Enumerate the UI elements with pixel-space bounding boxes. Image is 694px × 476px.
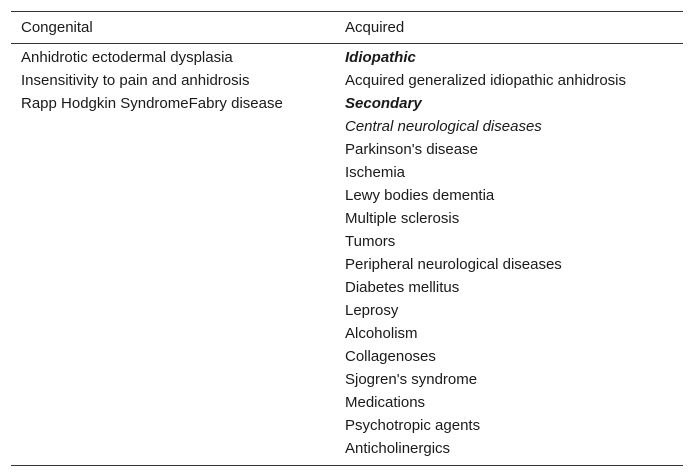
acquired-item: Medications bbox=[345, 394, 426, 411]
table-header bbox=[11, 12, 683, 44]
acquired-item: Psychotropic agents bbox=[345, 417, 481, 434]
acquired-subcategory-heading: Central neurological diseases bbox=[345, 118, 542, 135]
acquired-item: Diabetes mellitus bbox=[345, 279, 460, 296]
congenital-item: Anhidrotic ectodermal dysplasia bbox=[21, 49, 233, 66]
acquired-item: Anticholinergics bbox=[345, 440, 451, 457]
table-row bbox=[11, 44, 683, 466]
congenital-cell bbox=[11, 44, 335, 466]
anhidrosis-classification-table bbox=[11, 11, 683, 466]
acquired-category-heading: Secondary bbox=[345, 95, 422, 112]
header-congenital: Congenital bbox=[21, 19, 93, 36]
acquired-item: Alcoholism bbox=[345, 325, 418, 342]
classification-table-container bbox=[11, 11, 683, 466]
congenital-item: Rapp Hodgkin SyndromeFabry disease bbox=[21, 95, 283, 112]
table-body bbox=[11, 44, 683, 466]
acquired-item: Sjogren's syndrome bbox=[345, 371, 478, 388]
header-acquired: Acquired bbox=[345, 19, 405, 36]
acquired-item: Lewy bodies dementia bbox=[345, 187, 495, 204]
acquired-item: Multiple sclerosis bbox=[345, 210, 460, 227]
acquired-category-heading: Idiopathic bbox=[345, 49, 416, 66]
acquired-item: Acquired generalized idiopathic anhidrosis bbox=[345, 72, 627, 89]
acquired-item: Tumors bbox=[345, 233, 396, 250]
acquired-item: Parkinson's disease bbox=[345, 141, 478, 158]
acquired-item: Leprosy bbox=[345, 302, 399, 319]
acquired-cell bbox=[335, 44, 683, 466]
header-row bbox=[11, 12, 683, 44]
acquired-item: Collagenoses bbox=[345, 348, 436, 365]
acquired-item: Ischemia bbox=[345, 164, 406, 181]
acquired-item: Peripheral neurological diseases bbox=[345, 256, 562, 273]
congenital-item: Insensitivity to pain and anhidrosis bbox=[21, 72, 250, 89]
